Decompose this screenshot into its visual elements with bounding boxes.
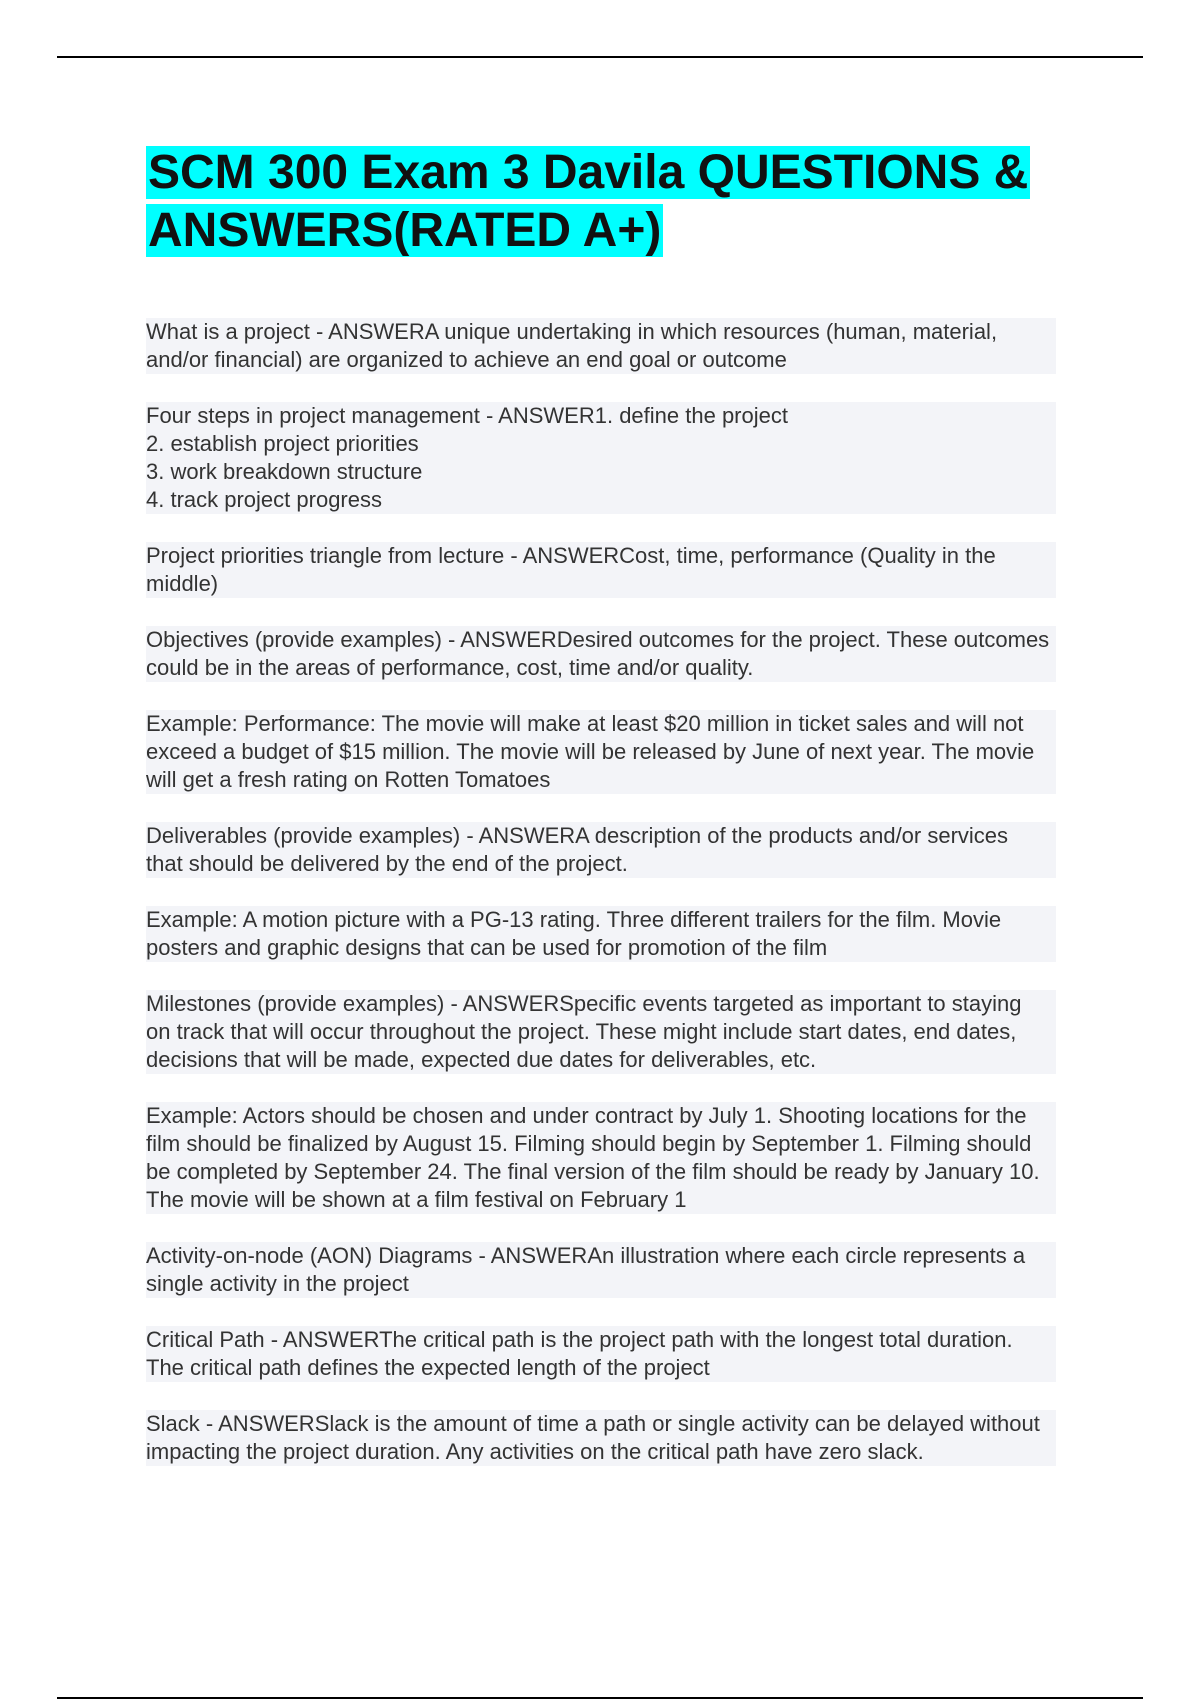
qa-entry-deliverables-example: Example: A motion picture with a PG-13 rating. Three different trailers for the film. Movie posters and graphic designs that can be used for promotion of the film — [146, 906, 1056, 962]
qa-entry-project: What is a project - ANSWERA unique undertaking in which resources (human, material, and/or financial) are organized to achieve an end goal or outcome — [146, 318, 1056, 374]
document-title — [146, 144, 1056, 260]
qa-entry-objectives-example: Example: Performance: The movie will make at least $20 million in ticket sales and will not exceed a budget of $15 million. The movie will be released by June of next year. The movie will get a fresh rating on Rotten Tomatoes — [146, 710, 1056, 794]
qa-entry-four-steps: Four steps in project management - ANSWER1. define the project 2. establish project priorities 3. work breakdown structure 4. track project progress — [146, 402, 1056, 514]
qa-entry-aon-diagrams: Activity-on-node (AON) Diagrams - ANSWERAn illustration where each circle represents a single activity in the project — [146, 1242, 1056, 1298]
document-body — [146, 144, 1056, 1494]
qa-entry-objectives: Objectives (provide examples) - ANSWERDesired outcomes for the project. These outcomes could be in the areas of performance, cost, time and/or quality. — [146, 626, 1056, 682]
bottom-rule — [57, 1697, 1143, 1699]
qa-entry-slack: Slack - ANSWERSlack is the amount of time a path or single activity can be delayed without impacting the project duration. Any activities on the critical path have zero slack. — [146, 1410, 1056, 1466]
qa-entry-priorities-triangle: Project priorities triangle from lecture - ANSWERCost, time, performance (Quality in the middle) — [146, 542, 1056, 598]
qa-entry-milestones: Milestones (provide examples) - ANSWERSpecific events targeted as important to staying on track that will occur throughout the project. These might include start dates, end dates, decisions that will be made, expected due dates for deliverables, etc. — [146, 990, 1056, 1074]
qa-entry-milestones-example: Example: Actors should be chosen and under contract by July 1. Shooting locations for the film should be finalized by August 15. Filming should begin by September 1. Filming should be completed by September 24. The final version of the film should be ready by January 10. The movie will be shown at a film festival on February 1 — [146, 1102, 1056, 1214]
qa-entry-deliverables: Deliverables (provide examples) - ANSWERA description of the products and/or services that should be delivered by the end of the project. — [146, 822, 1056, 878]
title-line-2: ANSWERS(RATED A+) — [148, 204, 662, 257]
top-rule — [57, 56, 1143, 58]
qa-entry-critical-path: Critical Path - ANSWERThe critical path is the project path with the longest total duration. The critical path defines the expected length of the project — [146, 1326, 1056, 1382]
title-line-1: SCM 300 Exam 3 Davila QUESTIONS & — [148, 146, 1029, 199]
qa-list — [146, 318, 1056, 1466]
